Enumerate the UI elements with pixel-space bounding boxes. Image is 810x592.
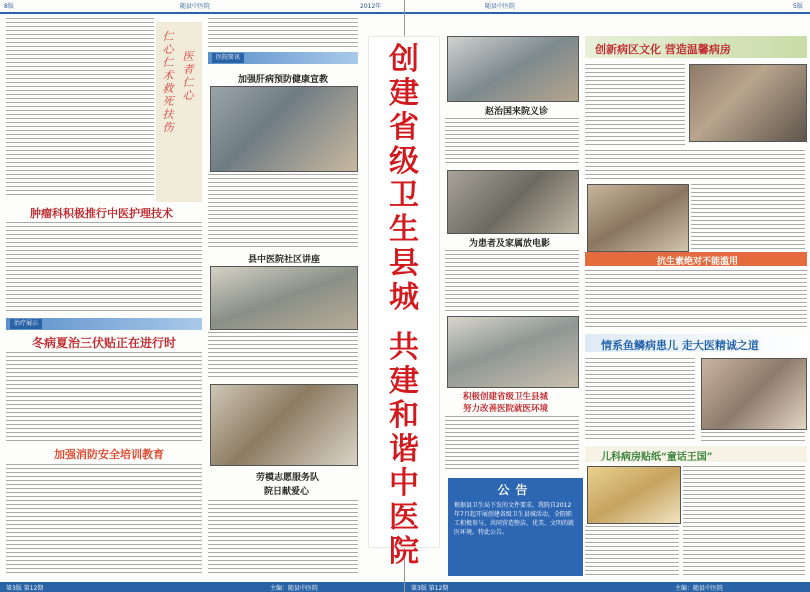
photo-caption (701, 432, 805, 442)
calligraphy-column-2: 医 者 仁 心 (182, 50, 194, 102)
article-title-community-lecture: 县中医院社区讲座 (248, 255, 321, 265)
right-page-number: 5版 (793, 3, 803, 10)
headline-char: 级 (389, 144, 419, 179)
body-text (691, 184, 805, 250)
left-header-bar (0, 0, 404, 14)
left-footer-bar (0, 582, 404, 592)
body-text (445, 416, 579, 472)
article-title-fire-safety: 加强消防安全培训教育 (54, 448, 164, 461)
article-title-free-clinic: 赵治国来院义诊 (485, 107, 549, 117)
body-text (6, 18, 154, 198)
main-headline-vertical (368, 36, 440, 569)
article-title-pediatric: 儿科病房贴纸“童话王国” (601, 452, 713, 463)
body-text (683, 466, 805, 576)
section-tag-news: 医院简讯 (212, 53, 244, 63)
headline-char: 创 (389, 42, 419, 77)
photo-movie (447, 170, 579, 234)
headline-char: 卫 (389, 178, 419, 213)
article-title-tumor-nursing: 肿瘤科积极推行中医护理技术 (30, 207, 173, 220)
calligraphy-column-1: 仁 心 仁 术 救 死 扶 伤 (162, 30, 174, 134)
right-footer-bar (405, 582, 810, 592)
notice-box (448, 478, 583, 576)
left-footer-editor: 主编：随县中医院 (270, 585, 319, 592)
left-paper-name: 随县中医院 (180, 3, 211, 10)
article-title-ward-culture: 创新病区文化 营造温馨病房 (595, 43, 731, 56)
photo-patient-child (701, 358, 807, 430)
article-title-summer-plaster: 冬病夏治三伏贴正在进行时 (32, 336, 177, 350)
article-title-antibiotic: 抗生素绝对不能滥用 (657, 257, 739, 267)
headline-char: 省 (389, 110, 419, 145)
notice-title: 公告 (497, 483, 534, 497)
left-footer-issue: 第3版 第12期 (6, 585, 44, 592)
body-text (6, 352, 202, 444)
body-text (585, 270, 807, 330)
right-header-bar (405, 0, 810, 14)
headline-char: 中 (389, 466, 419, 501)
photo-community-lecture (210, 266, 358, 330)
right-page (405, 0, 810, 592)
article-title-liver-education: 加强肝病预防健康宣教 (238, 75, 329, 85)
body-text (445, 250, 579, 312)
left-date: 2012年 (360, 3, 382, 10)
article-title-health-city-2: 努力改善医院就医环境 (463, 404, 549, 414)
body-text (208, 332, 358, 380)
photo-ward-2 (587, 184, 689, 252)
photo-pediatric-ward (587, 466, 681, 524)
article-title-movie: 为患者及家属放电影 (469, 239, 551, 249)
headline-char: 医 (389, 500, 419, 535)
body-text (585, 358, 695, 440)
photo-clean-campus (447, 316, 579, 388)
body-text (445, 118, 579, 166)
photo-free-clinic (447, 36, 579, 102)
headline-char: 建 (389, 76, 419, 111)
headline-char: 生 (389, 212, 419, 247)
headline-gap (369, 315, 439, 331)
headline-char: 共 (389, 330, 419, 365)
article-title-model-workers: 劳模志愿服务队 (256, 473, 320, 483)
section-tag-treatment: 治疗展示 (10, 319, 42, 329)
photo-volunteers (210, 384, 358, 466)
body-text (6, 222, 202, 314)
article-title-health-city: 积极创建省级卫生县城 (463, 392, 549, 402)
body-text (208, 18, 358, 50)
headline-char: 和 (389, 398, 419, 433)
body-text (585, 150, 805, 180)
headline-char: 县 (389, 246, 419, 281)
body-text (585, 526, 679, 576)
right-footer-editor: 主编：随县中医院 (675, 585, 724, 592)
right-paper-name: 随县中医院 (485, 3, 516, 10)
body-text (208, 174, 358, 248)
photo-ward (689, 64, 807, 142)
left-page-number: 8版 (4, 3, 14, 10)
body-text (6, 464, 202, 576)
headline-char: 谐 (389, 432, 419, 467)
headline-char: 院 (389, 534, 419, 569)
article-title-model-workers-2: 院日献爱心 (264, 487, 310, 497)
article-title-fish-scale: 情系鱼鳞病患儿 走大医精诚之道 (601, 339, 759, 352)
body-text (585, 64, 685, 146)
photo-liver-education (210, 86, 358, 172)
right-footer-issue: 第3版 第12期 (411, 585, 449, 592)
headline-char: 城 (389, 280, 419, 315)
notice-body: 根据县卫生局下发的文件要求，我院自2012年7月起开展创建省级卫生县城活动，全院职工积极参与，共同营造整洁、优美、文明的就医环境。特此公告。 (454, 502, 575, 536)
headline-char: 建 (389, 364, 419, 399)
body-text (208, 500, 358, 576)
